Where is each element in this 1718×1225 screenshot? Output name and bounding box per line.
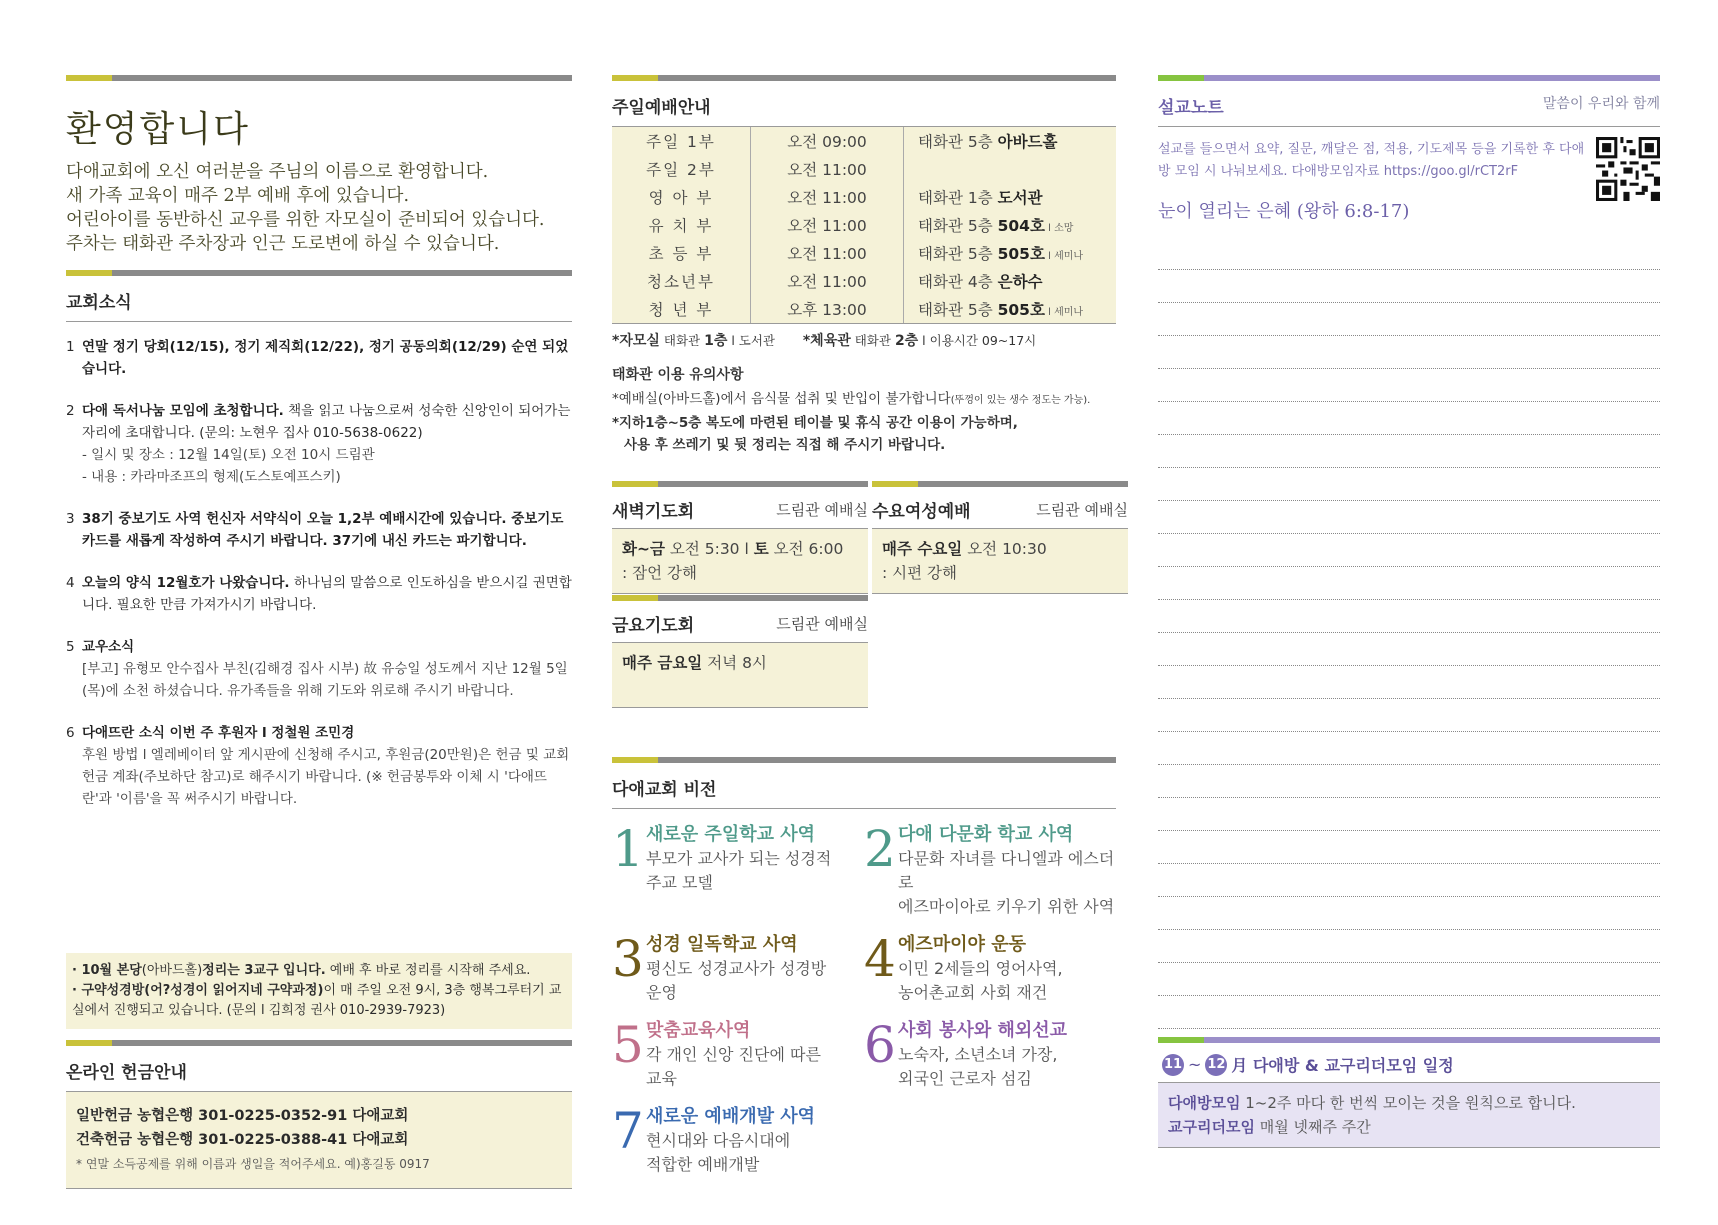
month-badge: 12 <box>1205 1054 1227 1076</box>
vision-number: 4 <box>864 930 896 988</box>
note-line[interactable] <box>1158 600 1660 633</box>
offering-note: * 연말 소득공제를 위해 이름과 생일을 적어주세요. 예)홍길동 0917 <box>76 1157 430 1171</box>
schedule-text: 1~2주 마다 한 번씩 모이는 것을 원칙으로 합니다. <box>1240 1094 1576 1112</box>
facility-text: 태화관 <box>850 333 895 348</box>
tilde: ~ <box>1188 1055 1202 1074</box>
service-name: 초 등 부 <box>612 239 751 267</box>
schedule-label: 교구리더모임 <box>1168 1118 1255 1136</box>
vision-title: 성경 일독학교 사역 <box>646 934 798 955</box>
vision-number: 5 <box>612 1016 644 1074</box>
facility-line <box>612 330 1116 350</box>
dawn-time: 오전 5:30 l <box>664 540 754 558</box>
vision-desc: 교육 <box>646 1069 677 1088</box>
vision-title: 다애 다문화 학교 사역 <box>898 824 1074 845</box>
news-headline: 연말 정기 당회(12/15), 정기 제직회(12/22), 정기 공동의회(12/29) 순연 되었습니다. <box>82 339 569 377</box>
worship-row <box>612 183 1116 211</box>
offering-account: 일반헌금 농협은행 301-0225-0352-91 다애교회 <box>76 1108 409 1124</box>
service-place <box>904 239 1117 267</box>
note-line[interactable] <box>1158 666 1660 699</box>
news-sub: [부고] 유형모 안수집사 부친(김해경 집사 시부) 故 유승일 성도께서 지난 12월 5일(목)에 소천 하셨습니다. 유가족들을 위해 기도와 위로해 주시기 바랍니다. <box>82 661 568 699</box>
news-item <box>66 508 572 552</box>
vision-desc: 외국인 근로자 섬김 <box>898 1069 1032 1088</box>
service-name: 주일 1부 <box>612 127 751 155</box>
worship-title: 주일예배안내 <box>612 81 1116 127</box>
sermon-desc: 설교를 들으면서 요약, 질문, 깨달은 점, 적용, 기도제목 등을 기록한 후 다애방 모임 시 나눠보세요. 다애방모임자료 https://goo.gl/rCT2rF <box>1158 142 1585 179</box>
schedule-top-bar <box>1158 1037 1660 1043</box>
facility-tag: l 이용시간 09~17시 <box>918 333 1037 348</box>
room-tag: l 소망 <box>1044 223 1074 234</box>
worship-row <box>612 211 1116 239</box>
worship-row <box>612 239 1116 267</box>
news-title: 교회소식 <box>66 276 572 322</box>
place-text: 태화관 5층 <box>918 217 998 235</box>
wed-time: 오전 10:30 <box>962 540 1047 558</box>
wed-place: 드림관 예배실 <box>1036 501 1128 519</box>
vision-top-bar <box>612 757 1116 763</box>
news-number: 1 <box>66 339 75 355</box>
welcome-text <box>66 160 572 256</box>
note-line[interactable] <box>1158 831 1660 864</box>
vision-item <box>612 1102 864 1177</box>
notice-bold: 정리는 3교구 입니다. <box>202 963 326 978</box>
schedule-section <box>1158 1037 1660 1148</box>
fri-title: 금요기도회 <box>612 616 695 636</box>
service-time: 오전 11:00 <box>751 183 904 211</box>
worship-row <box>612 155 1116 183</box>
vision-item <box>864 820 1116 919</box>
service-time: 오전 11:00 <box>751 239 904 267</box>
note-line[interactable] <box>1158 237 1660 270</box>
service-place <box>904 127 1117 155</box>
room-name: 505호 <box>997 301 1045 319</box>
fri-day: 매주 금요일 <box>622 654 703 672</box>
fri-time: 저녁 8시 <box>702 654 767 672</box>
news-headline: 38기 중보기도 사역 헌신자 서약식이 오늘 1,2부 예배시간에 있습니다. 중보기도 카드를 새롭게 작성하여 주시기 바랍니다. 37기에 내신 카드는 파기합니다. <box>82 511 564 549</box>
service-place <box>904 155 1117 183</box>
news-top-bar <box>66 270 572 276</box>
news-headline: 교우소식 <box>82 639 135 655</box>
vision-desc: 노숙자, 소년소녀 가장, <box>898 1045 1058 1064</box>
notice-text: 이 매 주일 오전 9시, 3층 행복그루터기 교실에서 진행되고 있습니다. (문의 l 김희정 권사 010-2939-7923) <box>72 983 562 1018</box>
note-line[interactable] <box>1158 336 1660 369</box>
vision-title: 새로운 주일학교 사역 <box>646 824 816 845</box>
service-name: 주일 2부 <box>612 155 751 183</box>
news-headline: 다애뜨란 소식 이번 주 후원자 l 정철원 조민경 <box>82 725 355 741</box>
offering-account: 건축헌금 농협은행 301-0225-0388-41 다애교회 <box>76 1132 409 1148</box>
middle-column <box>612 75 1128 1174</box>
welcome-title: 환영합니다 <box>66 109 250 150</box>
vision-grid <box>612 820 1116 1177</box>
vision-desc: 각 개인 신앙 진단에 따른 <box>646 1045 821 1064</box>
notice-bold: · 10월 본당 <box>72 963 142 978</box>
dawn-top-bar <box>612 481 868 487</box>
service-time: 오전 11:00 <box>751 211 904 239</box>
service-time: 오전 11:00 <box>751 267 904 295</box>
note-line[interactable] <box>1158 567 1660 600</box>
usage-text: *예배실(아바드홀)에서 음식물 섭취 및 반입이 불가합니다 <box>612 391 951 407</box>
room-tag: l 세미나 <box>1044 251 1084 262</box>
qr-code-icon <box>1596 137 1660 201</box>
vision-title: 다애교회 비전 <box>612 763 1116 809</box>
news-sub: - 일시 및 장소 : 12월 14일(토) 오전 10시 드림관 <box>82 447 375 463</box>
room-name: 아바드홀 <box>997 133 1058 151</box>
note-line[interactable] <box>1158 633 1660 666</box>
facility-tag: l 도서관 <box>727 333 776 348</box>
news-number: 6 <box>66 725 75 741</box>
service-place <box>904 183 1117 211</box>
wed-day: 매주 수요일 <box>882 540 963 558</box>
news-item <box>66 572 572 616</box>
schedule-title: 月 다애방 & 교구리더모임 일정 <box>1231 1056 1454 1075</box>
usage-line <box>612 388 1116 412</box>
dawn-sat: 토 <box>753 540 769 558</box>
notice-text: 예배 후 바로 정리를 시작해 주세요. <box>325 963 531 978</box>
fri-body <box>612 643 868 708</box>
wed-body <box>872 529 1128 594</box>
news-item <box>66 400 572 488</box>
wed-topic: : 시편 강해 <box>882 564 957 582</box>
service-place <box>904 267 1117 295</box>
vision-number: 6 <box>864 1016 896 1074</box>
note-line[interactable] <box>1158 897 1660 930</box>
news-sub: 후원 방법 l 엘레베이터 앞 게시판에 신청해 주시고, 후원금(20만원)은 헌금 및 교회헌금 계좌(주보하단 참고)로 해주시기 바랍니다. (※ 헌금봉투와 이체 시 '다애뜨란'과 '이름'을 꼭 써주시기 바랍니다. <box>82 747 570 807</box>
service-name: 청소년부 <box>612 267 751 295</box>
worship-top-bar <box>612 75 1116 81</box>
news-item <box>66 636 572 702</box>
notice-text: (아바드홀) <box>141 963 203 978</box>
schedule-header <box>1158 1043 1660 1083</box>
facility-text: 태화관 <box>659 333 705 348</box>
note-line[interactable] <box>1158 765 1660 798</box>
news-number: 4 <box>66 575 75 591</box>
note-line[interactable] <box>1158 468 1660 501</box>
friday-prayer <box>612 595 868 708</box>
vision-number: 2 <box>864 820 896 878</box>
worship-row <box>612 295 1116 323</box>
room-name: 504호 <box>997 217 1045 235</box>
offering-box <box>66 1092 572 1189</box>
facility-name: *자모실 <box>612 333 660 349</box>
schedule-text: 매월 넷째주 주간 <box>1254 1118 1371 1136</box>
vision-desc: 주교 모델 <box>646 873 713 892</box>
news-headline: 다애 독서나눔 모임에 초청합니다. <box>82 403 284 419</box>
vision-desc: 현시대와 다음시대에 <box>646 1131 791 1150</box>
note-line[interactable] <box>1158 435 1660 468</box>
dawn-prayer <box>612 481 868 594</box>
dawn-body <box>612 529 868 594</box>
sermon-title: 설교노트 <box>1158 98 1224 118</box>
note-line[interactable] <box>1158 864 1660 897</box>
worship-row <box>612 127 1116 155</box>
vision-desc: 운영 <box>646 983 677 1002</box>
wed-title: 수요여성예배 <box>872 502 971 522</box>
left-column <box>66 75 572 1171</box>
usage-line: *지하1층~5층 복도에 마련된 테이블 및 휴식 공간 이용이 가능하며, <box>612 415 1018 431</box>
vision-desc: 에즈마이아로 키우기 위한 사역 <box>898 897 1115 916</box>
usage-small: (뚜껑이 있는 생수 정도는 가능). <box>950 395 1091 406</box>
vision-desc: 다문화 자녀를 다니엘과 에스더로 <box>898 849 1115 892</box>
vision-desc: 평신도 성경교사가 성경방 <box>646 959 827 978</box>
dawn-place: 드림관 예배실 <box>776 501 868 519</box>
news-sub: - 내용 : 카라마조프의 형제(도스토예프스키) <box>82 469 341 485</box>
note-line[interactable] <box>1158 699 1660 732</box>
note-line[interactable] <box>1158 930 1660 963</box>
vision-desc: 부모가 교사가 되는 성경적 <box>646 849 832 868</box>
vision-desc: 농어촌교회 사회 재건 <box>898 983 1048 1002</box>
vision-number: 3 <box>612 930 644 988</box>
vision-title: 사회 봉사와 해외선교 <box>898 1020 1068 1041</box>
vision-title: 맞춤교육사역 <box>646 1020 751 1041</box>
sermon-passage: 눈이 열리는 은혜 (왕하 6:8-17) <box>1158 201 1410 222</box>
place-text: 태화관 4층 <box>918 273 998 291</box>
fri-top-bar <box>612 595 868 601</box>
dawn-sat-time: 오전 6:00 <box>768 540 844 558</box>
note-line[interactable] <box>1158 996 1660 1029</box>
news-text: 하나님의 말씀으로 인도하심을 받으시길 권면합니다. 필요한 만큼 가져가시기 바랍니다. <box>82 575 572 613</box>
place-text: 태화관 5층 <box>918 301 998 319</box>
room-name: 도서관 <box>997 189 1043 207</box>
vision-number: 1 <box>612 820 644 878</box>
news-item <box>66 336 572 380</box>
schedule-label: 다애방모임 <box>1168 1094 1241 1112</box>
service-place <box>904 211 1117 239</box>
news-text: 책을 읽고 나눔으로써 성숙한 신앙인이 되어가는 자리에 초대합니다. (문의: 노현우 집사 010-5638-0622) <box>82 403 571 441</box>
vision-number: 7 <box>612 1102 644 1160</box>
fri-place: 드림관 예배실 <box>776 615 868 633</box>
offering-top-bar <box>66 1040 572 1046</box>
note-line[interactable] <box>1158 402 1660 435</box>
welcome-line: 다애교회에 오신 여러분을 주님의 이름으로 환영합니다. <box>66 162 489 182</box>
worship-table <box>612 127 1116 323</box>
offering-title: 온라인 헌금안내 <box>66 1046 572 1092</box>
dawn-title: 새벽기도회 <box>612 502 695 522</box>
service-place <box>904 295 1117 323</box>
note-line[interactable] <box>1158 798 1660 831</box>
note-line[interactable] <box>1158 732 1660 765</box>
facility-floor: 2층 <box>894 333 919 349</box>
note-line[interactable] <box>1158 501 1660 534</box>
service-time: 오전 09:00 <box>751 127 904 155</box>
dawn-days: 화~금 <box>622 540 665 558</box>
dawn-topic: : 잠언 강해 <box>622 564 697 582</box>
news-list <box>66 336 572 810</box>
notice-box <box>66 953 572 1029</box>
vision-title: 새로운 예배개발 사역 <box>646 1106 816 1127</box>
schedule-body <box>1158 1083 1660 1148</box>
service-time: 오후 13:00 <box>751 295 904 323</box>
vision-item <box>864 930 1116 1005</box>
place-text: 태화관 5층 <box>918 245 998 263</box>
service-time: 오전 11:00 <box>751 155 904 183</box>
room-name: 은하수 <box>997 273 1043 291</box>
place-text: 태화관 1층 <box>918 189 998 207</box>
vision-title: 에즈마이야 운동 <box>898 934 1026 955</box>
notice-bold: · 구약성경방(어?성경이 읽어지네 구약과정) <box>72 983 324 998</box>
vision-item <box>612 1016 864 1091</box>
month-badge: 11 <box>1162 1054 1184 1076</box>
sermon-tagline: 말씀이 우리와 함께 <box>1542 96 1660 112</box>
service-name: 영 아 부 <box>612 183 751 211</box>
usage-title: 태화관 이용 유의사항 <box>612 367 744 383</box>
offering-section <box>66 1040 572 1189</box>
note-line[interactable] <box>1158 270 1660 303</box>
service-name: 유 치 부 <box>612 211 751 239</box>
vision-section <box>612 757 1116 1177</box>
wednesday-service <box>872 481 1128 594</box>
service-name: 청 년 부 <box>612 295 751 323</box>
welcome-line: 새 가족 교육이 매주 2부 예배 후에 있습니다. <box>66 186 410 206</box>
vision-item <box>612 820 864 919</box>
room-name: 505호 <box>997 245 1045 263</box>
vision-desc: 적합한 예배개발 <box>646 1155 760 1174</box>
right-column <box>1158 75 1660 1136</box>
news-headline: 오늘의 양식 12월호가 나왔습니다. <box>82 575 290 591</box>
note-line[interactable] <box>1158 534 1660 567</box>
note-lines[interactable] <box>1158 237 1660 1029</box>
vision-item <box>864 1016 1116 1091</box>
news-number: 3 <box>66 511 75 527</box>
note-line[interactable] <box>1158 369 1660 402</box>
place-text: 태화관 5층 <box>918 133 998 151</box>
facility-name: *체육관 <box>802 333 851 349</box>
note-line[interactable] <box>1158 963 1660 996</box>
news-number: 5 <box>66 639 75 655</box>
facility-floor: 1층 <box>704 333 728 349</box>
vision-item <box>612 930 864 1005</box>
sermon-top-bar <box>1158 75 1660 81</box>
note-line[interactable] <box>1158 303 1660 336</box>
wed-top-bar <box>872 481 1128 487</box>
welcome-line: 주차는 태화관 주차장과 인근 도로변에 하실 수 있습니다. <box>66 234 500 254</box>
vision-desc: 이민 2세들의 영어사역, <box>898 959 1063 978</box>
worship-row <box>612 267 1116 295</box>
usage-line: 사용 후 쓰레기 및 뒷 정리는 직접 해 주시기 바랍니다. <box>624 437 946 453</box>
news-number: 2 <box>66 403 75 419</box>
welcome-top-bar <box>66 75 572 81</box>
room-tag: l 세미나 <box>1044 307 1084 318</box>
welcome-line: 어린아이를 동반하신 교우를 위한 자모실이 준비되어 있습니다. <box>66 210 545 230</box>
news-item <box>66 722 572 810</box>
